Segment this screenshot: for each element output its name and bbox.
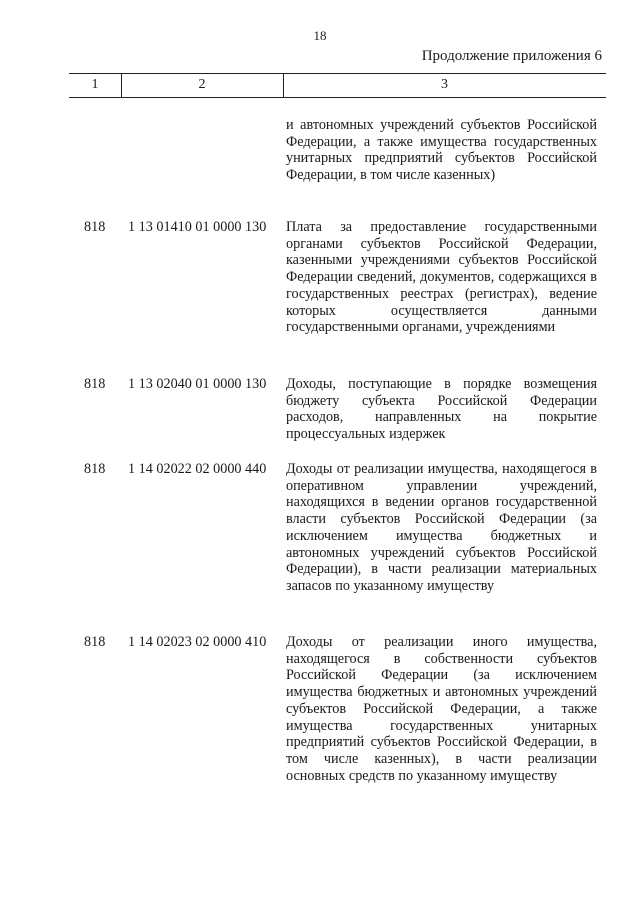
revenue-name: Доходы, поступающие в порядке возмещения бюджету субъекта Российской Федерации расходов, направленных на покрытие процессуальных издержек [286, 376, 597, 443]
admin-code: 818 [84, 634, 106, 650]
revenue-name: и автономных учреждений субъектов Российской Федерации, а также имущества государственных унитарных предприятий субъектов Российской Федерации, в том числе казенных) [286, 117, 597, 184]
admin-code: 818 [84, 219, 106, 235]
column-header-2: 2 [198, 77, 206, 92]
admin-code: 818 [84, 376, 106, 392]
appendix-continuation-label: Продолжение приложения 6 [421, 48, 602, 64]
budget-classification-code: 1 13 02040 01 0000 130 [128, 376, 267, 392]
revenue-name: Доходы от реализации имущества, находящегося в оперативном управлении учреждений, находящихся в ведении органов государственной власти субъектов Российской Федерации (за исключением имущества бюджетных и автономных учреждений субъектов Российской Федерации), в части реализации материальных запасов по указанному имуществу [286, 461, 597, 594]
column-header-3: 3 [441, 77, 448, 92]
admin-code: 818 [84, 461, 106, 477]
revenue-name: Плата за предоставление государственными органами субъектов Российской Федерации, казенными учреждениями субъектов Российской Федерации сведений, документов, содержащихся в государственных реестрах (регистрах), ведение которых осуществляется данными государственными органами, учреждениями [286, 219, 597, 336]
column-header-1: 1 [91, 77, 99, 92]
revenue-name: Доходы от реализации иного имущества, находящегося в собственности субъектов Российской Федерации (за исключением имущества бюджетных и автономных учреждений субъектов Российской Федерации, а также имущества государственных унитарных предприятий субъектов Российской Федерации, в том числе казенных), в части реализации основных средств по указанному имуществу [286, 634, 597, 784]
table-header [69, 73, 606, 98]
page-number: 18 [313, 28, 327, 43]
budget-classification-code: 1 14 02022 02 0000 440 [128, 461, 267, 477]
budget-classification-code: 1 13 01410 01 0000 130 [128, 219, 267, 235]
budget-classification-code: 1 14 02023 02 0000 410 [128, 634, 267, 650]
